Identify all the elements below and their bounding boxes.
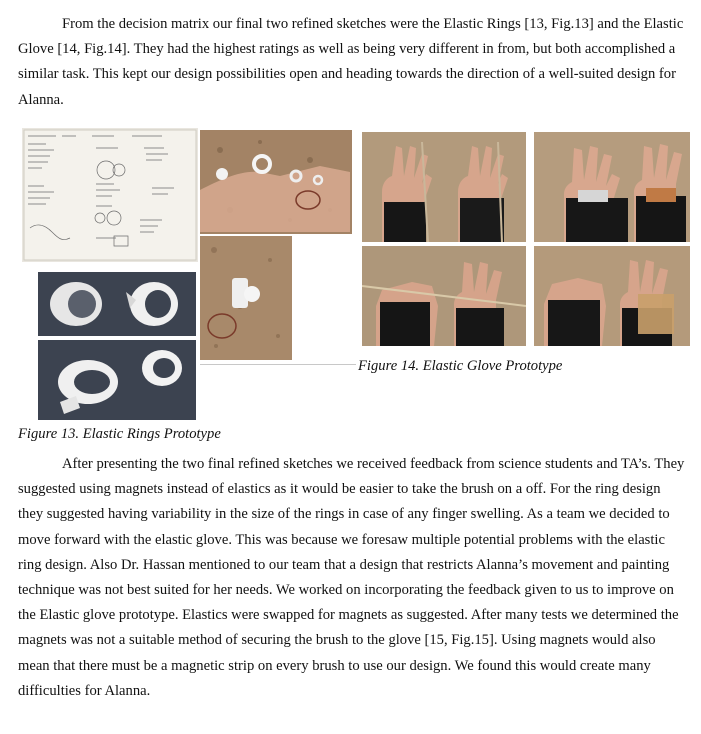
ring-render-bottom bbox=[38, 340, 196, 420]
figure-13-caption: Figure 13. Elastic Rings Prototype bbox=[18, 426, 221, 442]
rings-on-fingers-photo bbox=[200, 130, 352, 234]
intro-paragraph: From the decision matrix our final two refined sketches were the Elastic Rings [13, Fig.13] and the Elastic Glove [14, Fig.14]. They had the highest ratings as well as being very different in from, but both accomplished a similar task. This kept our design possibilities open and heading towards the direction of a well-suited design for Alanna. bbox=[18, 16, 684, 108]
caption-leader-line bbox=[200, 364, 356, 365]
glove-photo-1 bbox=[362, 132, 526, 242]
glove-photo-3 bbox=[362, 246, 526, 346]
glove-photo-4 bbox=[534, 246, 690, 346]
sketch-page-image bbox=[22, 128, 198, 262]
feedback-paragraph: After presenting the two final refined sketches we received feedback from science students and TA’s. They suggested using magnets instead of elastics as it would be easier to take the brush on a off. For the ring design they suggested having variability in the size of the rings in case of any finger swelling. As a team we decided to move forward with the elastic glove. This was because we foresaw multiple potential problems with the elastic ring design. Also Dr. Hassan mentioned to our team that a design that restricts Alanna’s movement and painting technique was not best suited for her needs. We worked on incorporating the feedback given to us to improve on the Elastic glove prototype. Elastics were swapped for magnets as suggested. After many tests we determined the magnets was not a suitable method of securing the brush to the glove [15, Fig.15]. Using magnets would also mean that there must be a magnetic strip on every brush to use our design. We found this would create many difficulties for Alanna. bbox=[18, 456, 685, 699]
figure-14-caption: Figure 14. Elastic Glove Prototype bbox=[358, 358, 563, 374]
glove-photo-2 bbox=[534, 132, 690, 242]
ring-render-top bbox=[38, 272, 196, 336]
ring-parts-photo bbox=[200, 236, 292, 360]
